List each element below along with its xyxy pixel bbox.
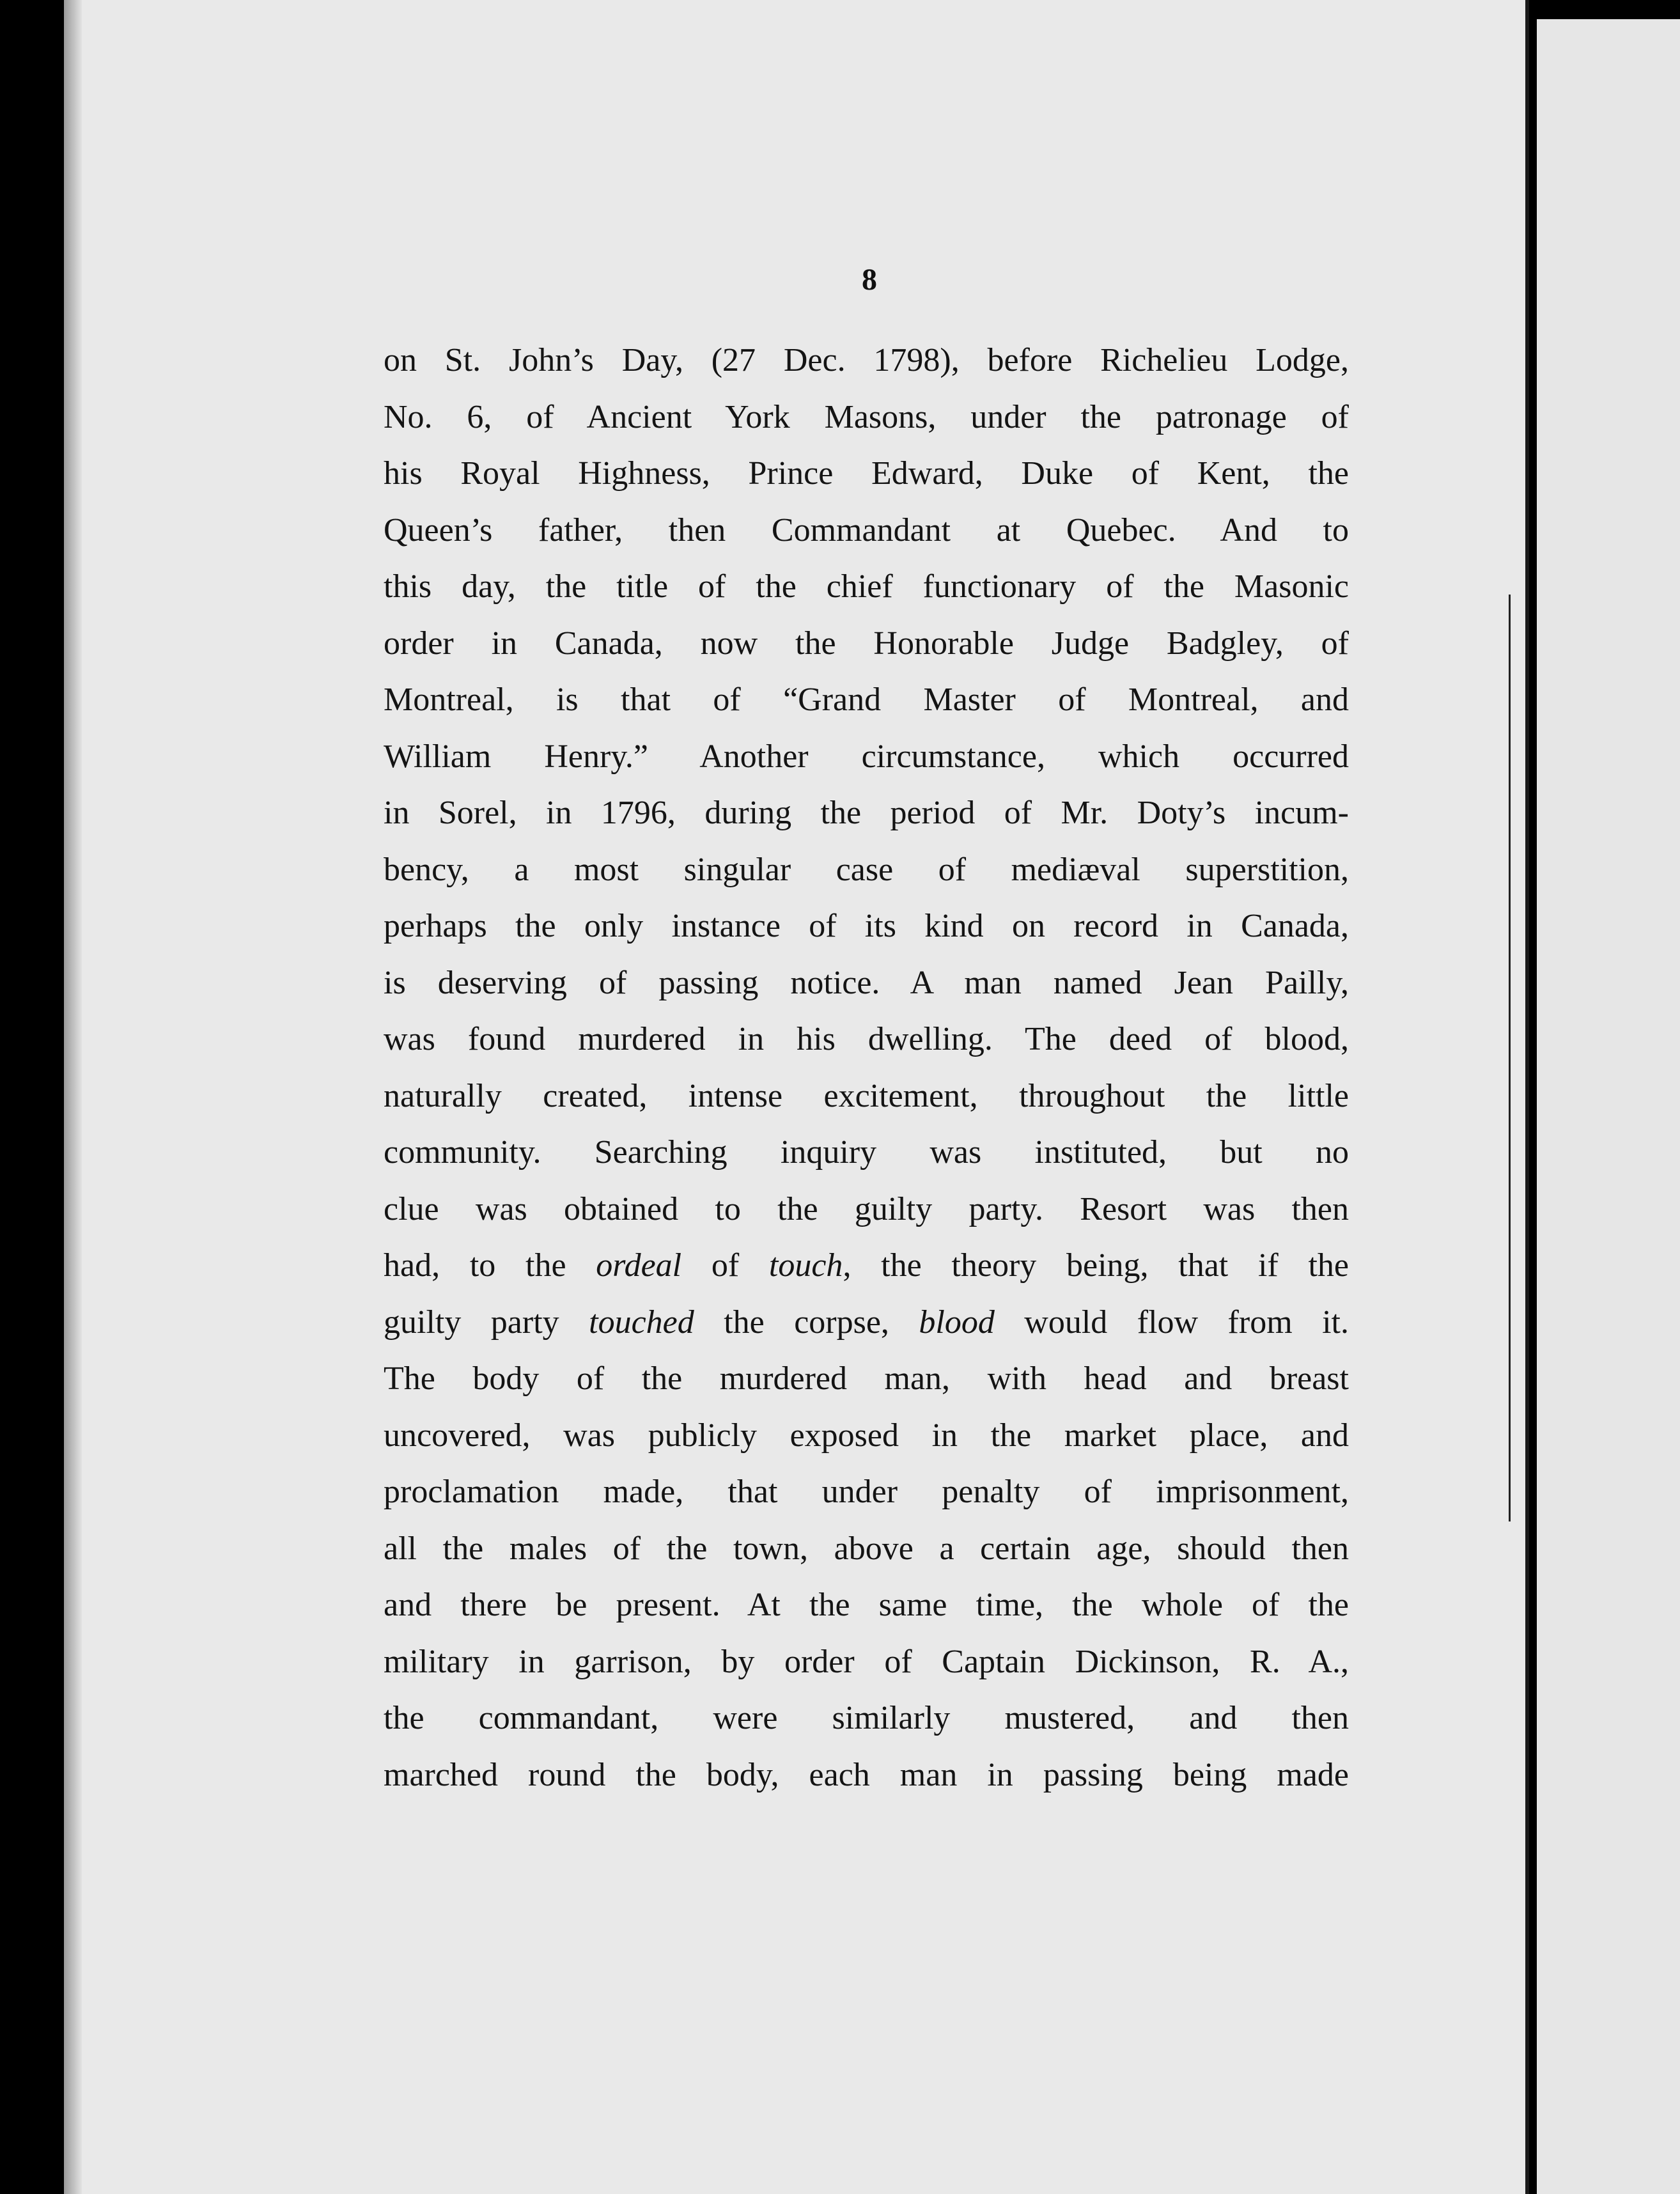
- text-line: and there be present. At the same time, the whole of the: [384, 1587, 1349, 1623]
- text-line: in Sorel, in 1796, during the period of Mr. Doty’s incum-: [384, 795, 1349, 831]
- text-line-with-italics: [384, 1295, 1349, 1351]
- text-line: this day, the title of the chief functionary of the Masonic: [384, 568, 1349, 605]
- text-line: Queen’s father, then Commandant at Quebec. And to: [384, 511, 1349, 548]
- text-line: order in Canada, now the Honorable Judge Badgley, of: [384, 625, 1349, 662]
- text-line: uncovered, was publicly exposed in the market place, and: [384, 1417, 1349, 1454]
- italic-word: blood: [919, 1303, 995, 1341]
- text-segment: had, to the: [384, 1247, 596, 1284]
- text-segment: guilty party: [384, 1303, 589, 1341]
- text-line: was found murdered in his dwelling. The deed of blood,: [384, 1021, 1349, 1057]
- text-line-with-italics: [384, 1238, 1349, 1295]
- text-line: military in garrison, by order of Captain Dickinson, R. A.,: [384, 1643, 1349, 1680]
- body-text: [384, 332, 1349, 1803]
- adjacent-page-edge: [1537, 19, 1680, 2194]
- italic-word: ordeal: [596, 1247, 682, 1284]
- text-segment: of: [681, 1247, 769, 1284]
- text-line: bency, a most singular case of mediæval superstition,: [384, 851, 1349, 888]
- italic-word: touch: [768, 1247, 843, 1284]
- text-line: on St. John’s Day, (27 Dec. 1798), before Richelieu Lodge,: [384, 342, 1349, 378]
- text-line: the commandant, were similarly mustered, and then: [384, 1700, 1349, 1736]
- book-page: [64, 0, 1528, 2194]
- text-line: proclamation made, that under penalty of imprisonment,: [384, 1474, 1349, 1510]
- text-line: clue was obtained to the guilty party. Resort was then: [384, 1190, 1349, 1227]
- text-segment: would flow from it.: [994, 1303, 1349, 1341]
- text-line: is deserving of passing notice. A man named Jean Pailly,: [384, 964, 1349, 1001]
- text-line: community. Searching inquiry was instituted, but no: [384, 1134, 1349, 1171]
- text-line: his Royal Highness, Prince Edward, Duke of Kent, the: [384, 455, 1349, 492]
- text-segment: the corpse,: [694, 1303, 919, 1341]
- page-number: 8: [862, 263, 877, 297]
- text-segment: , the theory being, that if the: [843, 1247, 1349, 1284]
- text-line: naturally created, intense excitement, throughout the little: [384, 1077, 1349, 1114]
- italic-word: touched: [589, 1303, 694, 1341]
- text-line: all the males of the town, above a certain age, should then: [384, 1530, 1349, 1567]
- text-line: William Henry.” Another circumstance, which occurred: [384, 738, 1349, 775]
- text-line: The body of the murdered man, with head and breast: [384, 1360, 1349, 1397]
- binding-thread: [1509, 595, 1543, 1521]
- text-line: Montreal, is that of “Grand Master of Montreal, and: [384, 681, 1349, 718]
- text-line: marched round the body, each man in passing being made: [384, 1756, 1349, 1793]
- text-line: No. 6, of Ancient York Masons, under the patronage of: [384, 398, 1349, 435]
- text-line: perhaps the only instance of its kind on record in Canada,: [384, 908, 1349, 944]
